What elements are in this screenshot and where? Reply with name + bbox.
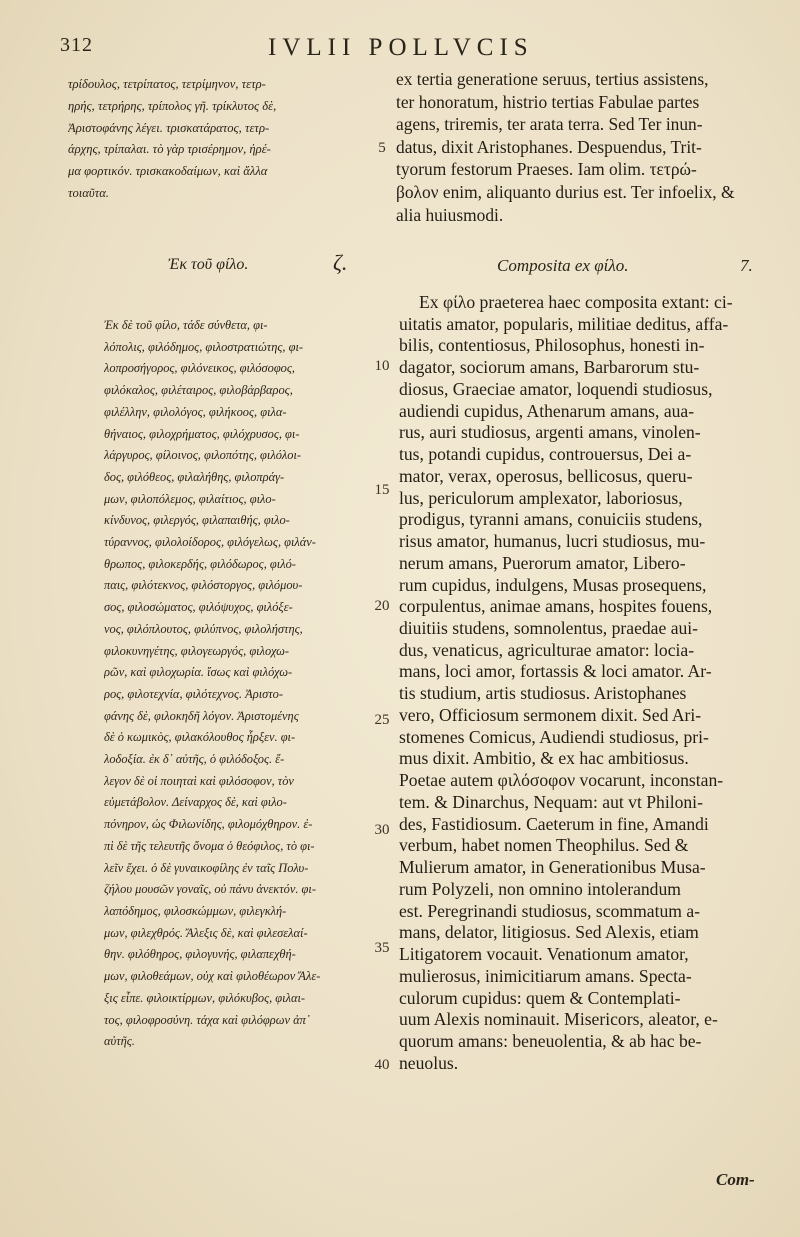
text-line: verbum, habet nomen Theophilus. Sed & — [399, 835, 689, 856]
text-line: ter honoratum, histrio tertias Fabulae partes — [396, 91, 700, 112]
text-line: rum Polyzeli, non omnino intolerandum — [399, 878, 681, 899]
text-line: Poetae autem φιλόσοφον vocarunt, inconstan- — [399, 770, 724, 791]
text-line: diuitiis studens, somnolentus, praedae aui- — [399, 618, 699, 639]
text-line: τρίδουλος, τετρίπατος, τετρίμηνον, τετρ- — [68, 77, 266, 91]
text-line: μων, φιλεχθρός. Ἄλεξις δὲ, καὶ φιλεσελαί- — [104, 925, 308, 940]
text-line: λοπροσήγορος, φιλόνεικος, φιλόσοφος, — [104, 361, 296, 376]
text-line: εὐμετάβολον. Δείναρχος δὲ, καὶ φιλο- — [104, 795, 287, 810]
text-line: tyorum festorum Praeses. Iam olim. τετρώ- — [396, 159, 697, 180]
text-line: mans, loci amor, fortassis & loci amator. Ar- — [399, 661, 712, 682]
text-line: uitatis amator, popularis, militiae deditus, affa- — [399, 313, 729, 334]
latin-top-column — [396, 68, 772, 226]
text-line: τοιαῦτα. — [68, 185, 109, 200]
text-line: τύραννος, φιλολοίδορος, φιλόγελως, φιλάν- — [104, 535, 316, 550]
greek-top-column — [68, 74, 373, 205]
text-line: θην. φιλόθηρος, φιλογυνής, φιλαπεχθή- — [104, 947, 296, 962]
text-line: ξις εἶπε. φιλοικτίρμων, φιλόκυβος, φιλαι- — [104, 990, 306, 1005]
greek-section-heading: Ἐκ τοῦ φίλο. — [168, 256, 249, 273]
text-line: βολον enim, aliquanto durius est. Ter infoelix, & — [396, 181, 735, 202]
catchword: Com- — [716, 1170, 755, 1189]
text-line: tem. & Dinarchus, Nequam: aut vt Philoni- — [399, 791, 703, 812]
text-line: rus, auri studiosus, argenti amans, vinolen- — [399, 422, 701, 443]
text-line: risus amator, humanus, lucri studiosus, mu- — [399, 531, 706, 552]
line-number-30: 30 — [374, 822, 390, 838]
text-line: dagator, sociorum amans, Barbarorum stu- — [399, 357, 700, 378]
text-line: δὲ ὁ κωμικὸς, φιλακόλουθος ἦρξεν. φι- — [104, 730, 296, 745]
line-number-15: 15 — [374, 482, 390, 498]
latin-section-heading: Composita ex φίλο. — [497, 256, 629, 275]
line-number-25: 25 — [374, 712, 390, 728]
text-line: πὶ δὲ τῆς τελευτῆς ὄνομα ὁ θεόφιλος, τὸ φι- — [104, 838, 315, 853]
text-line: Ἀριστοφάνης λέγει. τρισκατάρατος, τετρ- — [68, 120, 270, 135]
running-head — [60, 34, 740, 68]
text-line: quorum amans: beneuolentia, & ab hac be- — [399, 1030, 702, 1051]
text-line: rum cupidus, indulgens, Musas prosequens, — [399, 574, 707, 595]
text-line: vero, Officiosum sermonem dixit. Sed Ari- — [399, 704, 702, 725]
text-line: mus dixit. Ambitio, & ex hac ambitiosus. — [399, 748, 689, 769]
text-line: μων, φιλοθεάμων, οὐχ καὶ φιλοθέωρον Ἄλε- — [104, 969, 321, 984]
text-line: μα φορτικόν. τρισκακοδαίμων, καὶ ἄλλα — [68, 164, 268, 179]
text-line: bilis, contentiosus, Philosophus, honesti in- — [399, 335, 705, 356]
text-line: prodigus, tyranni amans, conuiciis studens, — [399, 509, 703, 530]
text-line: mans, delator, litigiosus. Sed Alexis, etiam — [399, 922, 699, 943]
latin-main-column — [399, 292, 773, 1074]
text-line: neuolus. — [399, 1052, 459, 1073]
text-line: corpulentus, animae amans, hospites fouens, — [399, 596, 713, 617]
text-line: dus, venaticus, agriculturae amator: locia- — [399, 639, 695, 660]
text-line: μων, φιλοπόλεμος, φιλαίτιος, φιλο- — [104, 491, 276, 506]
running-title: IVLII POLLVCIS — [268, 34, 534, 61]
text-line: λόπολις, φιλόδημος, φιλοστρατιώτης, φι- — [104, 339, 304, 354]
text-line: nerum amans, Puerorum amator, Libero- — [399, 552, 686, 573]
text-line: τος, φιλοφροσύνη. τάχα καὶ φιλόφρων ἀπ᾽ — [104, 1012, 310, 1027]
text-line: λοδοξία. ἐκ δ᾽ αὐτῆς, ὁ φιλόδοξος. ἔ- — [104, 752, 285, 767]
text-line: λεῖν ἔχει. ὁ δὲ γυναικοφίλης ἐν ταῖς Πολυ- — [104, 860, 309, 875]
text-line: lus, periculorum amplexator, laboriosus, — [399, 487, 683, 508]
text-line: αὐτῆς. — [104, 1034, 135, 1049]
text-line: λεγον δὲ οἱ ποιηταὶ καὶ φιλόσοφον, τὸν — [104, 773, 294, 788]
text-line: λαπόδημος, φιλοσκώμμων, φιλεγκλή- — [104, 903, 287, 918]
text-line: Ἐκ δὲ τοῦ φίλο, τάδε σύνθετα, φι- — [104, 318, 268, 332]
text-line: δος, φιλόθεος, φιλαλήθης, φιλοπράγ- — [104, 469, 285, 484]
text-line: uum Alexis nominauit. Misericors, aleator, e- — [399, 1009, 718, 1030]
text-line: ηρής, τετρήρης, τρίπολος γῆ. τρίκλυτος δὲ, — [68, 98, 277, 113]
page-number: 312 — [60, 34, 93, 56]
line-number-10: 10 — [374, 358, 390, 374]
text-line: ρῶν, καὶ φιλοχωρία. ἴσως καὶ φιλόχω- — [104, 665, 293, 680]
text-line: diosus, Graeciae amator, loquendi studiosus, — [399, 378, 713, 399]
text-line: des, Fastidiosum. Caeterum in fine, Amandi — [399, 813, 709, 834]
text-line: κίνδυνος, φιλεργός, φιλαπαιθής, φιλο- — [104, 513, 290, 528]
text-line: agens, triremis, ter arata terra. Sed Ter inun- — [396, 114, 703, 135]
text-line: tus, potandi cupidus, controuersus, Dei a- — [399, 444, 692, 465]
text-line: θρωπος, φιλοκερδής, φιλόδωρος, φιλό- — [104, 556, 296, 571]
text-line: σος, φιλοσώματος, φιλόψυχος, φιλόξε- — [104, 600, 293, 615]
text-line: tis studium, artis studiosus. Aristophanes — [399, 683, 687, 704]
text-line: mator, verax, operosus, bellicosus, queru- — [399, 465, 693, 486]
text-line: datus, dixit Aristophanes. Despuendus, Trit- — [396, 136, 702, 157]
latin-section-number: 7. — [740, 256, 753, 275]
text-line: stomenes Comicus, Audiendi studiosus, pri- — [399, 726, 709, 747]
text-line: Ex φίλο praeterea haec composita extant: ci- — [419, 292, 733, 312]
text-line: παις, φιλότεκνος, φιλόστοργος, φιλόμου- — [104, 578, 303, 593]
text-line: νος, φιλόπλουτος, φιλύπνος, φιλολήστης, — [104, 621, 303, 636]
text-line: φιλοκυνηγέτης, φιλογεωργός, φιλοχω- — [104, 643, 290, 658]
text-line: alia huiusmodi. — [396, 204, 504, 225]
text-line: ex tertia generatione seruus, tertius assistens, — [396, 69, 709, 89]
text-line: φιλέλλην, φιλολόγος, φιλήκοος, φιλα- — [104, 404, 287, 419]
text-line: λάργυρος, φίλοινος, φιλοπότης, φιλόλοι- — [104, 448, 302, 463]
text-line: ρος, φιλοτεχνία, φιλότεχνος. Ἀριστο- — [104, 686, 284, 701]
line-number-35: 35 — [374, 940, 390, 956]
greek-main-column — [104, 315, 372, 1053]
line-number-40: 40 — [374, 1057, 390, 1073]
text-line: est. Peregrinandi studiosus, scommatum a- — [399, 900, 701, 921]
greek-section-letter: ζ. — [333, 250, 348, 275]
text-line: Mulierum amator, in Generationibus Musa- — [399, 857, 706, 878]
text-line: Litigatorem vocauit. Venationum amator, — [399, 944, 689, 965]
text-line: άρχης, τρίπαλαι. τὸ γὰρ τρισέρημον, ἠρέ- — [68, 142, 271, 157]
text-line: culorum cupidus: quem & Contemplati- — [399, 987, 681, 1008]
text-line: πόνηρον, ὡς Φιλωνίδης, φιλομόχθηρον. ἐ- — [104, 817, 313, 832]
text-line: audiendi cupidus, Athenarum amans, aua- — [399, 400, 695, 421]
text-line: ζήλου μουσῶν γοναῖς, οὐ πάνυ ἀνεκτόν. φι- — [104, 882, 316, 897]
text-line: φάνης δὲ, φιλοκηδῆ λόγον. Ἀριστομένης — [104, 708, 299, 723]
line-number-5: 5 — [378, 140, 386, 156]
text-line: φιλόκαλος, φιλέταιρος, φιλοβάρβαρος, — [104, 383, 293, 398]
text-line: mulierosus, inimicitiarum amans. Specta- — [399, 965, 692, 986]
text-line: θήναιος, φιλοχρήματος, φιλόχρυσος, φι- — [104, 426, 300, 441]
line-number-20: 20 — [374, 598, 390, 614]
